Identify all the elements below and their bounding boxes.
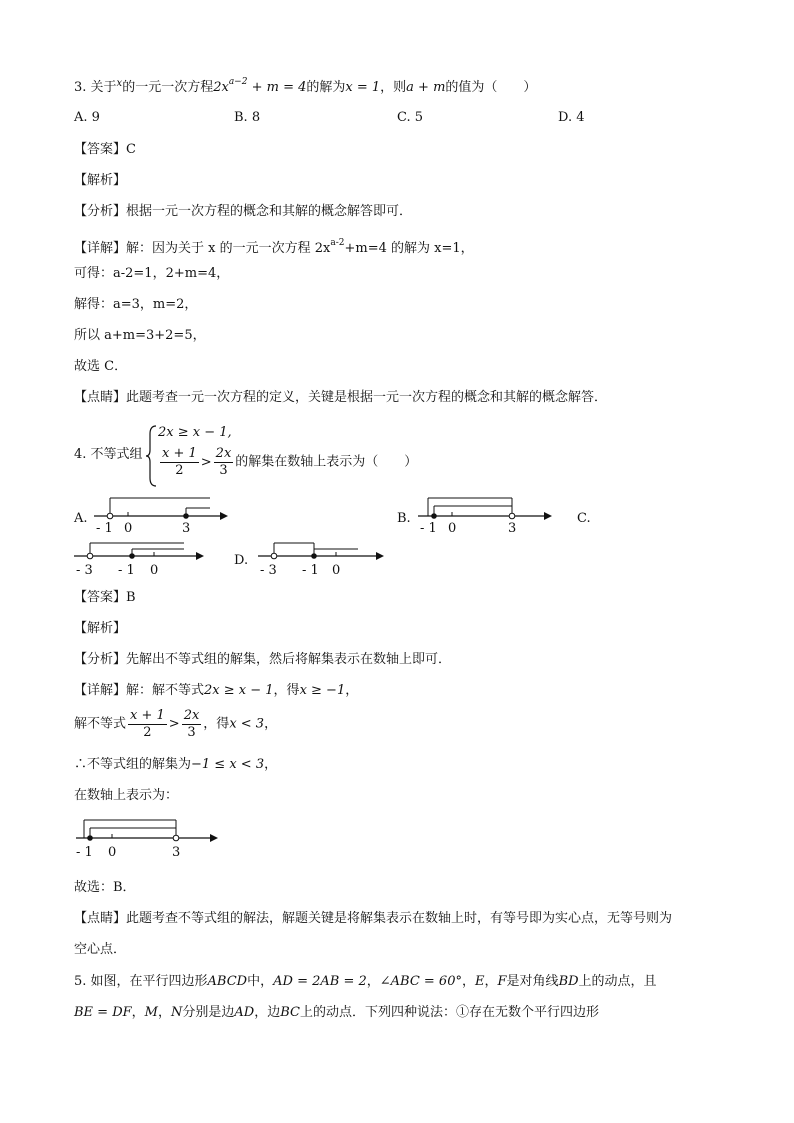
q4-detail-text: ，得 — [273, 683, 300, 698]
q4-b-tick-m1: - 1 — [420, 521, 437, 536]
q5-text: 分别是边 — [182, 1005, 235, 1020]
q4-solution-numberline — [76, 816, 226, 860]
q4-detail-text: 解不等式 — [74, 716, 127, 732]
q5-text: 上的动点．下列四种说法：①存在无数个平行四边形 — [299, 1005, 599, 1020]
q4-answer: 【答案】B — [74, 590, 136, 605]
q4-b-tick-0: 0 — [448, 521, 457, 536]
q5-side-bc: BC — [280, 1005, 300, 1020]
q4-conclusion: 故选：B． — [74, 880, 136, 895]
q4-detail-frac-1 — [128, 708, 167, 741]
q4-analysis-heading: 【解析】 — [74, 621, 127, 636]
q4-text: 的解集在数轴上表示为（ ） — [235, 454, 418, 470]
q4-detail-text: 【详解】解：解不等式 — [74, 683, 205, 698]
q3-detail-text: +m=4 的解为 x=1， — [344, 241, 474, 256]
q3-text: 的值为（ ） — [445, 80, 537, 95]
q4-option-b-numberline — [418, 496, 558, 536]
q4-c-tick-m3: - 3 — [76, 563, 93, 578]
q4-detail-text: ∴不等式组的解集为 — [74, 757, 192, 772]
q5-line-2 — [74, 1004, 599, 1022]
q4-option-d-numberline — [258, 540, 398, 580]
q5-text: ， — [366, 974, 380, 989]
q3-step-4: 故选 C． — [74, 359, 128, 374]
q5-point-n: N — [171, 1005, 183, 1020]
q4-a-tick-m1: - 1 — [96, 521, 113, 536]
q3-option-d: D. 4 — [558, 110, 585, 125]
q3-text: 的一元一次方程 — [122, 80, 214, 95]
q4-ineq-1: 2x ≥ x − 1, — [158, 425, 232, 440]
q4-frac-1-num: x + 1 — [162, 446, 197, 461]
q4-detail-result: x ≥ −1 — [299, 683, 346, 698]
q3-stem — [74, 73, 536, 97]
q4-detail-text: ， — [264, 757, 278, 772]
q3-answer: 【答案】C — [74, 142, 136, 157]
q5-text: ， — [484, 974, 498, 989]
q3-analysis-heading: 【解析】 — [74, 173, 127, 188]
q3-fenxi: 【分析】根据一元一次方程的概念和其解的概念解答即可． — [74, 204, 413, 219]
q4-dianjing-1: 【点睛】此题考查不等式组的解法，解题关键是将解集表示在数轴上时，有等号即为实心点，无等号则为 — [74, 911, 673, 926]
q3-option-a: A. 9 — [74, 110, 100, 125]
q4-detail-3 — [74, 756, 277, 774]
q4-a-tick-0: 0 — [124, 521, 133, 536]
q4-detail-2 — [74, 708, 277, 741]
q4-detail-solution: −1 ≤ x < 3 — [191, 757, 265, 772]
q3-detail-exponent: a-2 — [330, 238, 345, 248]
q5-text: 是对角线 — [506, 974, 559, 989]
q5-point-f: F — [497, 974, 507, 989]
q4-detail-ineq: 2x ≥ x − 1 — [204, 683, 274, 698]
q3-equation-exponent: a−2 — [228, 77, 248, 87]
q3-step-1: 可得：a-2=1，2+m=4， — [74, 266, 230, 281]
q3-step-2: 解得：a=3，m=2， — [74, 297, 198, 312]
q5-equation: AD = 2AB = 2 — [273, 974, 367, 989]
q4-option-a-numberline — [94, 496, 234, 536]
q4-sol-tick-m1: - 1 — [76, 845, 93, 860]
q5-line-1 — [74, 973, 657, 991]
q4-d-tick-m3: - 3 — [260, 563, 277, 578]
q4-detail-frac-1-den: 2 — [143, 725, 152, 740]
q5-text: ， — [461, 974, 475, 989]
q5-side-ad: AD — [234, 1005, 255, 1020]
q4-detail-frac-2 — [182, 708, 202, 741]
q3-dianjing: 【点睛】此题考查一元一次方程的定义，关键是根据一元一次方程的概念和其解的概念解答． — [74, 390, 608, 405]
q4-d-tick-m1: - 1 — [302, 563, 319, 578]
q4-detail-gt: > — [168, 716, 180, 732]
q3-option-b: B. 8 — [234, 110, 261, 125]
q4-detail-text: ， — [264, 716, 278, 732]
q4-detail-text: ， — [345, 683, 359, 698]
q4-label: 4. 不等式组 — [74, 447, 143, 462]
q4-frac-2 — [214, 446, 234, 479]
q4-option-d-label: D. — [234, 553, 249, 568]
q5-point-e: E — [475, 974, 485, 989]
q5-text: ， — [157, 1005, 171, 1020]
q5-text: 中， — [247, 974, 274, 989]
q4-option-c-numberline — [74, 540, 214, 580]
q4-detail-frac-2-num: 2x — [183, 708, 200, 723]
q4-option-a-label: A. — [74, 511, 88, 526]
q3-equation: 2x — [213, 80, 229, 95]
q4-d-tick-0: 0 — [332, 563, 341, 578]
q3-var: x — [116, 78, 123, 89]
q4-sol-tick-3: 3 — [172, 845, 181, 860]
q3-text: 的解为 — [306, 80, 346, 95]
q5-text: 5. 如图，在平行四边形 — [74, 974, 208, 989]
q4-detail-1 — [74, 682, 358, 700]
q5-diagonal-bd: BD — [558, 974, 579, 989]
q4-option-b-label: B. — [397, 511, 411, 526]
q4-system-brace — [146, 424, 158, 488]
q4-detail-4: 在数轴上表示为： — [74, 788, 179, 803]
q4-dianjing-2: 空心点． — [74, 942, 127, 957]
q3-option-c: C. 5 — [397, 110, 424, 125]
q5-point-m: M — [144, 1005, 158, 1020]
q4-c-tick-m1: - 1 — [118, 563, 135, 578]
q4-frac-2-den: 3 — [219, 463, 228, 478]
q3-solution: x = 1 — [345, 80, 381, 95]
q4-frac-2-num: 2x — [215, 446, 232, 461]
q4-detail-result: x < 3 — [229, 716, 265, 732]
q3-detail — [74, 234, 474, 258]
q3-text: ，则 — [380, 80, 407, 95]
q5-equation-2: BE = DF — [74, 1005, 132, 1020]
q4-system-line-1 — [158, 424, 232, 442]
q4-gt: > — [200, 455, 212, 470]
q4-frac-1-den: 2 — [175, 463, 184, 478]
q3-expression: a + m — [406, 80, 446, 95]
q4-frac-1 — [160, 446, 199, 479]
q4-b-tick-3: 3 — [508, 521, 517, 536]
q5-text: ， — [131, 1005, 145, 1020]
q5-text: 上的动点，且 — [578, 974, 657, 989]
q4-system-line-2 — [158, 446, 417, 479]
q4-option-c-label: C. — [577, 511, 591, 526]
q3-detail-text: 【详解】解：因为关于 x 的一元一次方程 2x — [74, 241, 331, 256]
q4-a-tick-3: 3 — [182, 521, 191, 536]
q4-detail-frac-2-den: 3 — [187, 725, 196, 740]
q3-text: 3. 关于 — [74, 80, 117, 95]
q3-step-3: 所以 a+m=3+2=5， — [74, 328, 206, 343]
q4-detail-frac-1-num: x + 1 — [130, 708, 165, 723]
q3-equation: + m = 4 — [247, 80, 307, 95]
q5-abcd: ABCD — [207, 974, 248, 989]
q5-text: ，边 — [254, 1005, 281, 1020]
q5-angle: ∠ABC = 60° — [379, 974, 462, 989]
q4-sol-tick-0: 0 — [108, 845, 117, 860]
q4-c-tick-0: 0 — [150, 563, 159, 578]
q4-detail-text: ，得 — [203, 716, 230, 732]
q4-fenxi: 【分析】先解出不等式组的解集，然后将解集表示在数轴上即可． — [74, 652, 452, 667]
